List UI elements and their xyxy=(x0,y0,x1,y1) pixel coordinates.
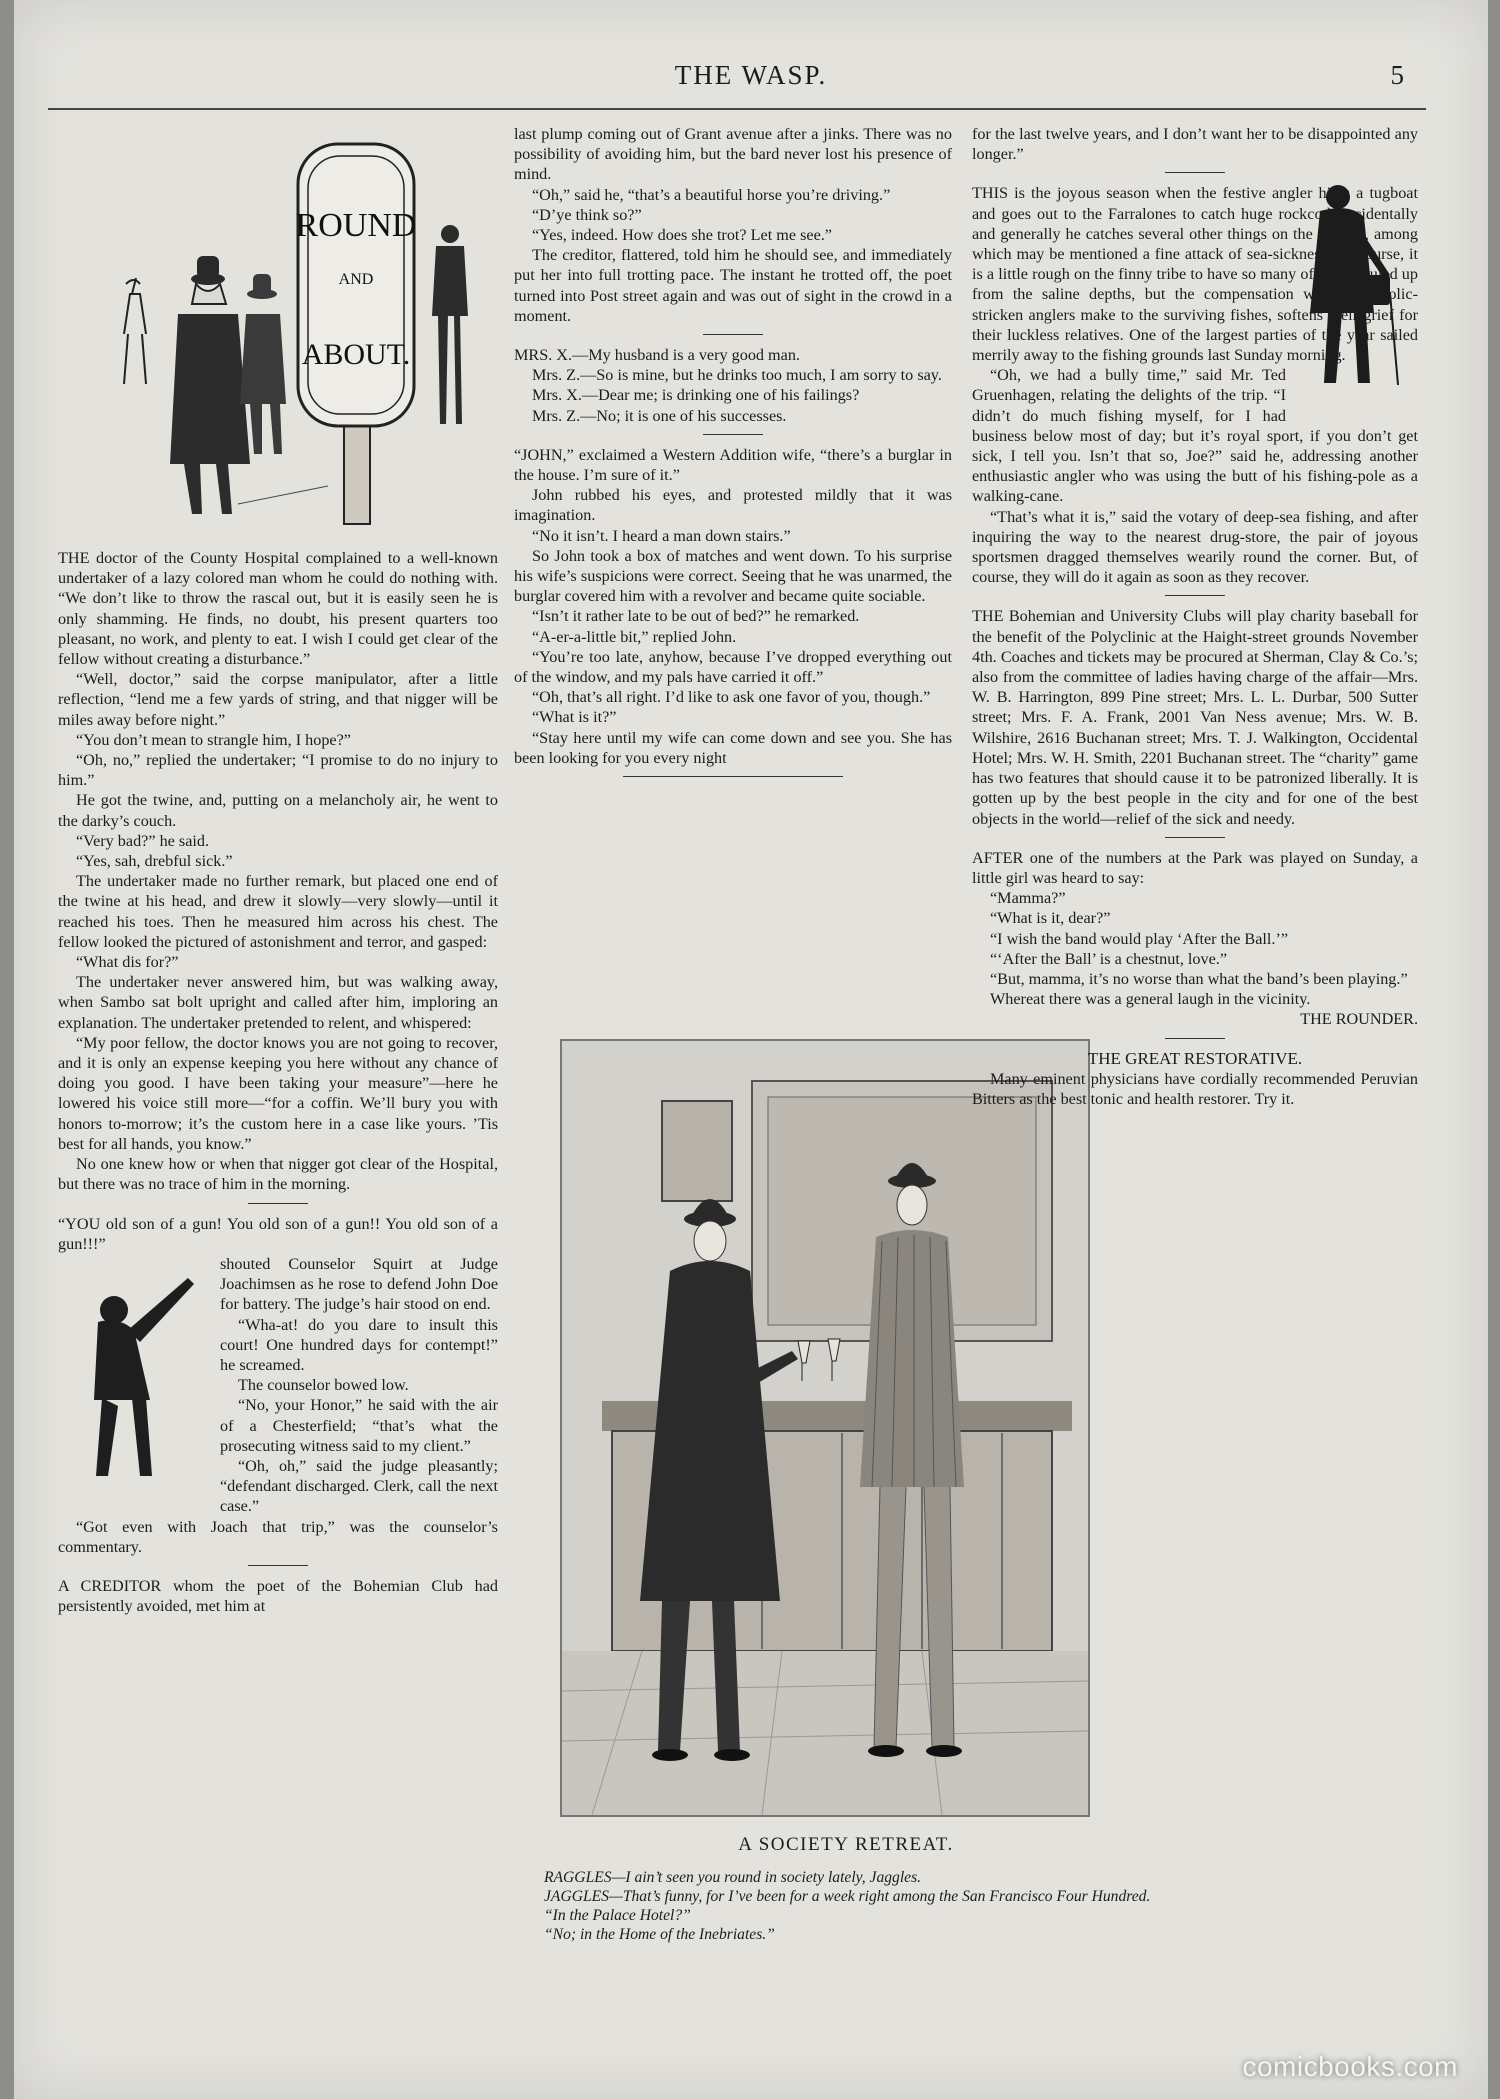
story-hospital-p8: The undertaker made no further remark, but placed one end of the twine at his head, and drew it slowly—very slowly—until it reached his toes. Then he measured him across his chest. The fellow looked the pictured of astonishment and terror, and gasped: xyxy=(58,872,498,951)
story-anglers-p3: “That’s what it is,” said the votary of deep-sea fishing, and after inquiring the way to the nearest drug-store, the pair of joyous sportsmen dragged themselves wearily round the corner. But, of course, they will do it again as soon as they recover. xyxy=(972,507,1418,587)
column-1 xyxy=(58,124,498,1616)
caption-line-2: JAGGLES—That’s funny, for I’ve been for a week right among the San Francisco Four Hundred. xyxy=(544,1888,1151,1905)
separator-rule xyxy=(1165,837,1225,838)
counselor-silhouette-drawing xyxy=(58,1258,208,1488)
story-hospital-p10: The undertaker never answered him, but was walking away, when Sambo sat bolt upright and called after him, imploring an explanation. The undertaker pretended to relent, and whispered: xyxy=(58,973,498,1032)
story-burglar-p8: “Oh, that’s all right. I’d like to ask one favor of you, though.” xyxy=(532,688,931,707)
page-number: 5 xyxy=(1390,60,1404,90)
story-burglar-p10: “Stay here until my wife can come down and see you. She has been looking for you every night xyxy=(514,728,952,767)
story-burglar-p3: “No it isn’t. I heard a man down stairs.” xyxy=(532,526,791,545)
separator-rule xyxy=(1165,172,1225,173)
site-watermark: comicbooks.com xyxy=(1242,2051,1458,2082)
story-hospital-p7: “Yes, sah, drebful sick.” xyxy=(76,852,233,871)
story-hospital-p3: “You don’t mean to strangle him, I hope?” xyxy=(76,730,351,749)
story-park-p6: “But, mamma, it’s no worse than what the band’s been playing.” xyxy=(990,969,1408,988)
byline-signature: THE ROUNDER. xyxy=(1300,1010,1418,1029)
story-hospital-p9: “What dis for?” xyxy=(76,953,179,972)
story-anglers-p2: “Oh, we had a bully time,” said Mr. Ted Gruenhagen, relating the delights of the trip. “I didn’t do much fishing myself, for I had business below most of day; but it’s royal sport, if you don’t get sick, I tell you. Isn’t that so, Joe?” said he, addressing another enthusiastic angler who was using the butt of his fishing-pole as a walking-cane. xyxy=(972,366,1418,506)
story-hospital-p11: “My poor fellow, the doctor knows you are not going to recover, and it is only an expense keeping you here without any chance of doing you good. I have been taking your measure”—here he lowered his voice still more—“for a coffin. We’ll bury you with honors to-morrow; it’s the custom here in a case like yours. ’Tis best for all hands, you know.” xyxy=(58,1033,498,1153)
separator-rule xyxy=(1165,595,1225,596)
story-mrs-x-p2: Mrs. Z.—So is mine, but he drinks too much, I am sorry to say. xyxy=(532,366,942,385)
plate-title: A SOCIETY RETREAT. xyxy=(738,1834,954,1855)
bar-scene-drawing xyxy=(562,1041,1088,1815)
story-hospital-p1: THE doctor of the County Hospital complained to a well-known undertaker of a lazy colored man whom he could do nothing with. “We don’t like to throw the rascal out, but it is easily seen he is only shamming. He finds, no doubt, his present quarters too pleasant, no work, and plenty to eat. I wish I could get clear of the fellow without creating a disturbance.” xyxy=(58,549,498,669)
story-creditor-p1: last plump coming out of Grant avenue after a jinks. There was no possibility of avoiding him, but the bard never lost his presence of mind. xyxy=(514,125,952,184)
story-burglar-p4: So John took a box of matches and went down. To his surprise his wife’s suspicions were correct. Seeing that he was unarmed, the burglar covered him with a revolver and became quite sociable. xyxy=(514,546,952,606)
masthead xyxy=(14,60,1488,100)
plate-caption xyxy=(514,1834,1178,1944)
story-park-p7: Whereat there was a general laugh in the vicinity. xyxy=(990,990,1311,1009)
newspaper-page xyxy=(14,0,1488,2099)
story-hospital-p6: “Very bad?” he said. xyxy=(76,831,210,850)
story-park-p5: “‘After the Ball’ is a chestnut, love.” xyxy=(990,949,1228,968)
story-hospital-p12: No one knew how or when that nigger got clear of the Hospital, but there was no trace of him in the morning. xyxy=(58,1155,498,1194)
story-counselor-p1: shouted Counselor Squirt at Judge Joachimsen as he rose to defend John Doe for battery. The judge’s hair stood on end. xyxy=(220,1254,498,1314)
sign-word-2: AND xyxy=(338,271,374,288)
story-counselor-p3: The counselor bowed low. xyxy=(238,1376,409,1395)
separator-rule xyxy=(703,434,763,435)
story-burglar-p6: “A-er-a-little bit,” replied John. xyxy=(532,627,737,646)
story-park-p3: “What is it, dear?” xyxy=(990,909,1111,928)
caption-line-3: “In the Palace Hotel?” xyxy=(544,1907,691,1924)
street-scene-drawing xyxy=(58,124,498,536)
story-baseball: THE Bohemian and University Clubs will play charity baseball for the benefit of the Polyclinic at the Haight-street grounds November 4th. Coaches and tickets may be procured at Sherman, Clay & Co.’s; also from the committee of ladies having charge of the affair—Mrs. W. B. Harrington, 899 Pine street; Mrs. L. L. Durbar, 500 Sutter street; Mrs. F. A. Frank, 2001 Van Ness avenue; Mrs. W. B. Wilshire, 2616 Buchanan street; Mrs. T. J. Walkington, Occidental Hotel; Mrs. W. H. Smith, 2201 Buchanan street. The “charity” game has two features that should cause it to be patronized liberally. It is gotten up by the best people in the city and for one of the best objects in the world—relief of the sick and needy. xyxy=(972,607,1418,828)
ad-body: Many eminent physicians have cordially recommended Peruvian Bitters as the best tonic and health restorer. Try it. xyxy=(972,1069,1418,1108)
story-burglar-p5: “Isn’t it rather late to be out of bed?” he remarked. xyxy=(532,607,860,626)
column-3 xyxy=(972,124,1418,1109)
story-burglar-p7: “You’re too late, anyhow, because I’ve dropped everything out of the window, and my pals have carried it off.” xyxy=(514,647,952,687)
pointing-man-silhouette xyxy=(58,1258,208,1493)
publication-title: THE WASP. xyxy=(674,60,828,90)
caption-line-4: “No; in the Home of the Inebriates.” xyxy=(544,1926,775,1943)
sign-word-1: ROUND xyxy=(295,207,417,244)
story-creditor-p5: The creditor, flattered, told him he should see, and immediately put her into full trotting pace. The instant he trotted off, the poet turned into Post street again and was out of sight in the crowd in a moment. xyxy=(514,246,952,325)
story-mrs-x-p1: MRS. X.—My husband is a very good man. xyxy=(514,346,800,365)
story-anglers-p1: THIS is the joyous season when the festive angler hires a tugboat and goes out to the Farralones to catch huge rockcod. Incidentally and generally he catches several other things on the the trip, among which may be mentioned a fine attack of sea-sickness. Of course, it is a little rough on the finny tribe to have so many of them hauled up from the saline depths, but the compensation which the colic-stricken anglers make to the surviving fishes, softens their grief for their luckless relatives. One of the largest parties of the year sailed merrily away to the fishing grounds last Sunday morning. xyxy=(972,184,1418,365)
story-hospital-p2: “Well, doctor,” said the corpse manipulator, after a little reflection, “lend me a few yards of string, and that nigger will be miles away before night.” xyxy=(58,670,498,729)
ad-headline: THE GREAT RESTORATIVE. xyxy=(1087,1048,1303,1068)
story-burglar-p2: John rubbed his eyes, and protested mildly that it was imagination. xyxy=(514,486,952,525)
separator-rule xyxy=(623,776,843,777)
story-counselor-lead: “YOU old son of a gun! You old son of a gun!! You old son of a gun!!!” xyxy=(58,1214,498,1253)
story-park-p2: “Mamma?” xyxy=(990,889,1066,908)
story-counselor-p4: “No, your Honor,” he said with the air of a Chesterfield; “that’s what the prosecuting witness said to my client.” xyxy=(220,1396,498,1455)
story-park-p4: “I wish the band would play ‘After the Ball.’” xyxy=(990,929,1289,948)
story-counselor-p6: “Got even with Joach that trip,” was the counselor’s commentary. xyxy=(58,1517,498,1556)
story-hospital-p5: He got the twine, and, putting on a melancholy air, he went to the darky’s couch. xyxy=(58,791,498,830)
sign-word-3: ABOUT. xyxy=(301,338,411,371)
story-burglar-p1: “JOHN,” exclaimed a Western Addition wife, “there’s a burglar in the house. I’m sure of it.” xyxy=(514,445,952,485)
separator-rule xyxy=(703,334,763,335)
story-creditor-p3: “D’ye think so?” xyxy=(532,205,642,224)
separator-rule xyxy=(1165,1038,1225,1039)
society-retreat-illustration xyxy=(560,1039,1090,1817)
story-burglar-end: for the last twelve years, and I don’t want her to be disappointed any longer.” xyxy=(972,125,1418,164)
story-mrs-x-p3: Mrs. X.—Dear me; is drinking one of his failings? xyxy=(532,386,860,405)
story-counselor-p2: “Wha-at! do you dare to insult this court! One hundred days for contempt!” he screamed. xyxy=(220,1315,498,1374)
caption-line-1: RAGGLES—I ain’t seen you round in society lately, Jaggles. xyxy=(544,1869,922,1886)
story-creditor-p2: “Oh,” said he, “that’s a beautiful horse you’re driving.” xyxy=(532,185,891,204)
story-counselor-p5: “Oh, oh,” said the judge pleasantly; “defendant discharged. Clerk, call the next case.” xyxy=(220,1456,498,1516)
separator-rule xyxy=(248,1565,308,1566)
header-rule xyxy=(48,108,1426,110)
story-creditor-start: A CREDITOR whom the poet of the Bohemian Club had persistently avoided, met him at xyxy=(58,1576,498,1616)
separator-rule xyxy=(248,1203,308,1204)
round-and-about-illustration xyxy=(58,124,498,536)
story-park-p1: AFTER one of the numbers at the Park was played on Sunday, a little girl was heard to say: xyxy=(972,848,1418,887)
column-2 xyxy=(514,124,952,787)
story-creditor-p4: “Yes, indeed. How does she trot? Let me see.” xyxy=(532,226,832,245)
story-mrs-x-p4: Mrs. Z.—No; it is one of his successes. xyxy=(532,406,787,425)
story-burglar-p9: “What is it?” xyxy=(532,708,617,727)
story-hospital-p4: “Oh, no,” replied the undertaker; “I promise to do no injury to him.” xyxy=(58,751,498,790)
